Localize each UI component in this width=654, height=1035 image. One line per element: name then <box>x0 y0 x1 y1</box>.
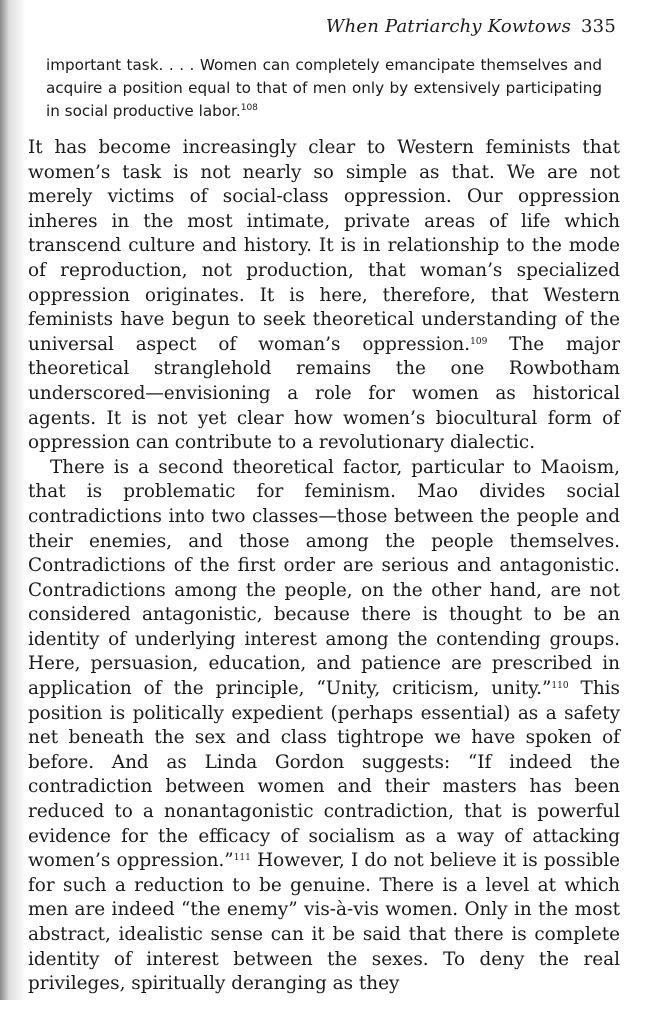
paragraph-2-text-b: This position is politically expedient (perhaps essential) as a safety net beneath the sex and class tightrope we have spoken of before. And as Linda Gordon suggests: “If indeed the contradiction between women and their masters has been reduced to a nonantagonistic contradiction, that is powerful evidence for the efficacy of socialism as a way of attacking women’s oppression.” <box>28 678 620 872</box>
paragraph-2-text-a: There is a second theoretical factor, particular to Maoism, that is problematic for feminism. Mao divides social contradictions into two classes—those between the people and their enemies, and those among the people themselves. Contradictions of the first order are serious and antagonistic. Contradictions among the people, on the other hand, are not considered antagonistic, because there is thought to be an identity of underlying interest among the contending groups. Here, persuasion, education, and patience are prescribed in application of the principle, “Unity, criticism, unity.” <box>28 456 620 700</box>
paragraph-2-text-c: However, I do not believe it is possible for such a reduction to be genuine. There is a level at which men are indeed “the enemy” vis-à-vis women. Only in the most abstract, idealistic sense can it be said that there is complete identity of interest between the sexes. To deny the real privileges, spiritually deranging as they <box>28 850 620 995</box>
footnote-ref-110: 110 <box>551 681 569 692</box>
paragraph-1 <box>28 136 620 456</box>
paragraph-1-text-b: The major theoretical stranglehold remains the one Rowbotham underscored—envisioning a role for women as historical agents. It is not yet clear how women’s biocultural form of oppression can contribute to a revolutionary dialectic. <box>28 333 621 454</box>
block-quote-text: important task. . . . Women can completely emancipate themselves and acquire a position equal to that of men only by extensively participating in social productive labor. <box>46 56 602 120</box>
paragraph-1-text-a: It has become increasingly clear to Western feminists that women’s task is not nearly so simple as that. We are not merely victims of social-class oppression. Our oppression inheres in the most intimate, private areas of life which transcend culture and history. It is in relationship to the mode of reproduction, not production, that woman’s specialized oppression originates. It is here, therefore, that Western feminists have begun to seek theoretical understanding of the universal aspect of woman’s oppression. <box>28 137 620 355</box>
page-binding-shadow <box>0 0 26 1000</box>
running-title: When Patriarchy Kowtows <box>325 16 572 37</box>
footnote-ref-109: 109 <box>470 336 488 347</box>
footnote-ref-111: 111 <box>233 853 251 864</box>
body-text <box>28 136 620 997</box>
footnote-ref-108: 108 <box>240 102 258 113</box>
paragraph-2 <box>28 456 620 997</box>
page-number: 335 <box>581 16 616 37</box>
block-quote <box>46 54 602 122</box>
running-header <box>326 16 616 37</box>
